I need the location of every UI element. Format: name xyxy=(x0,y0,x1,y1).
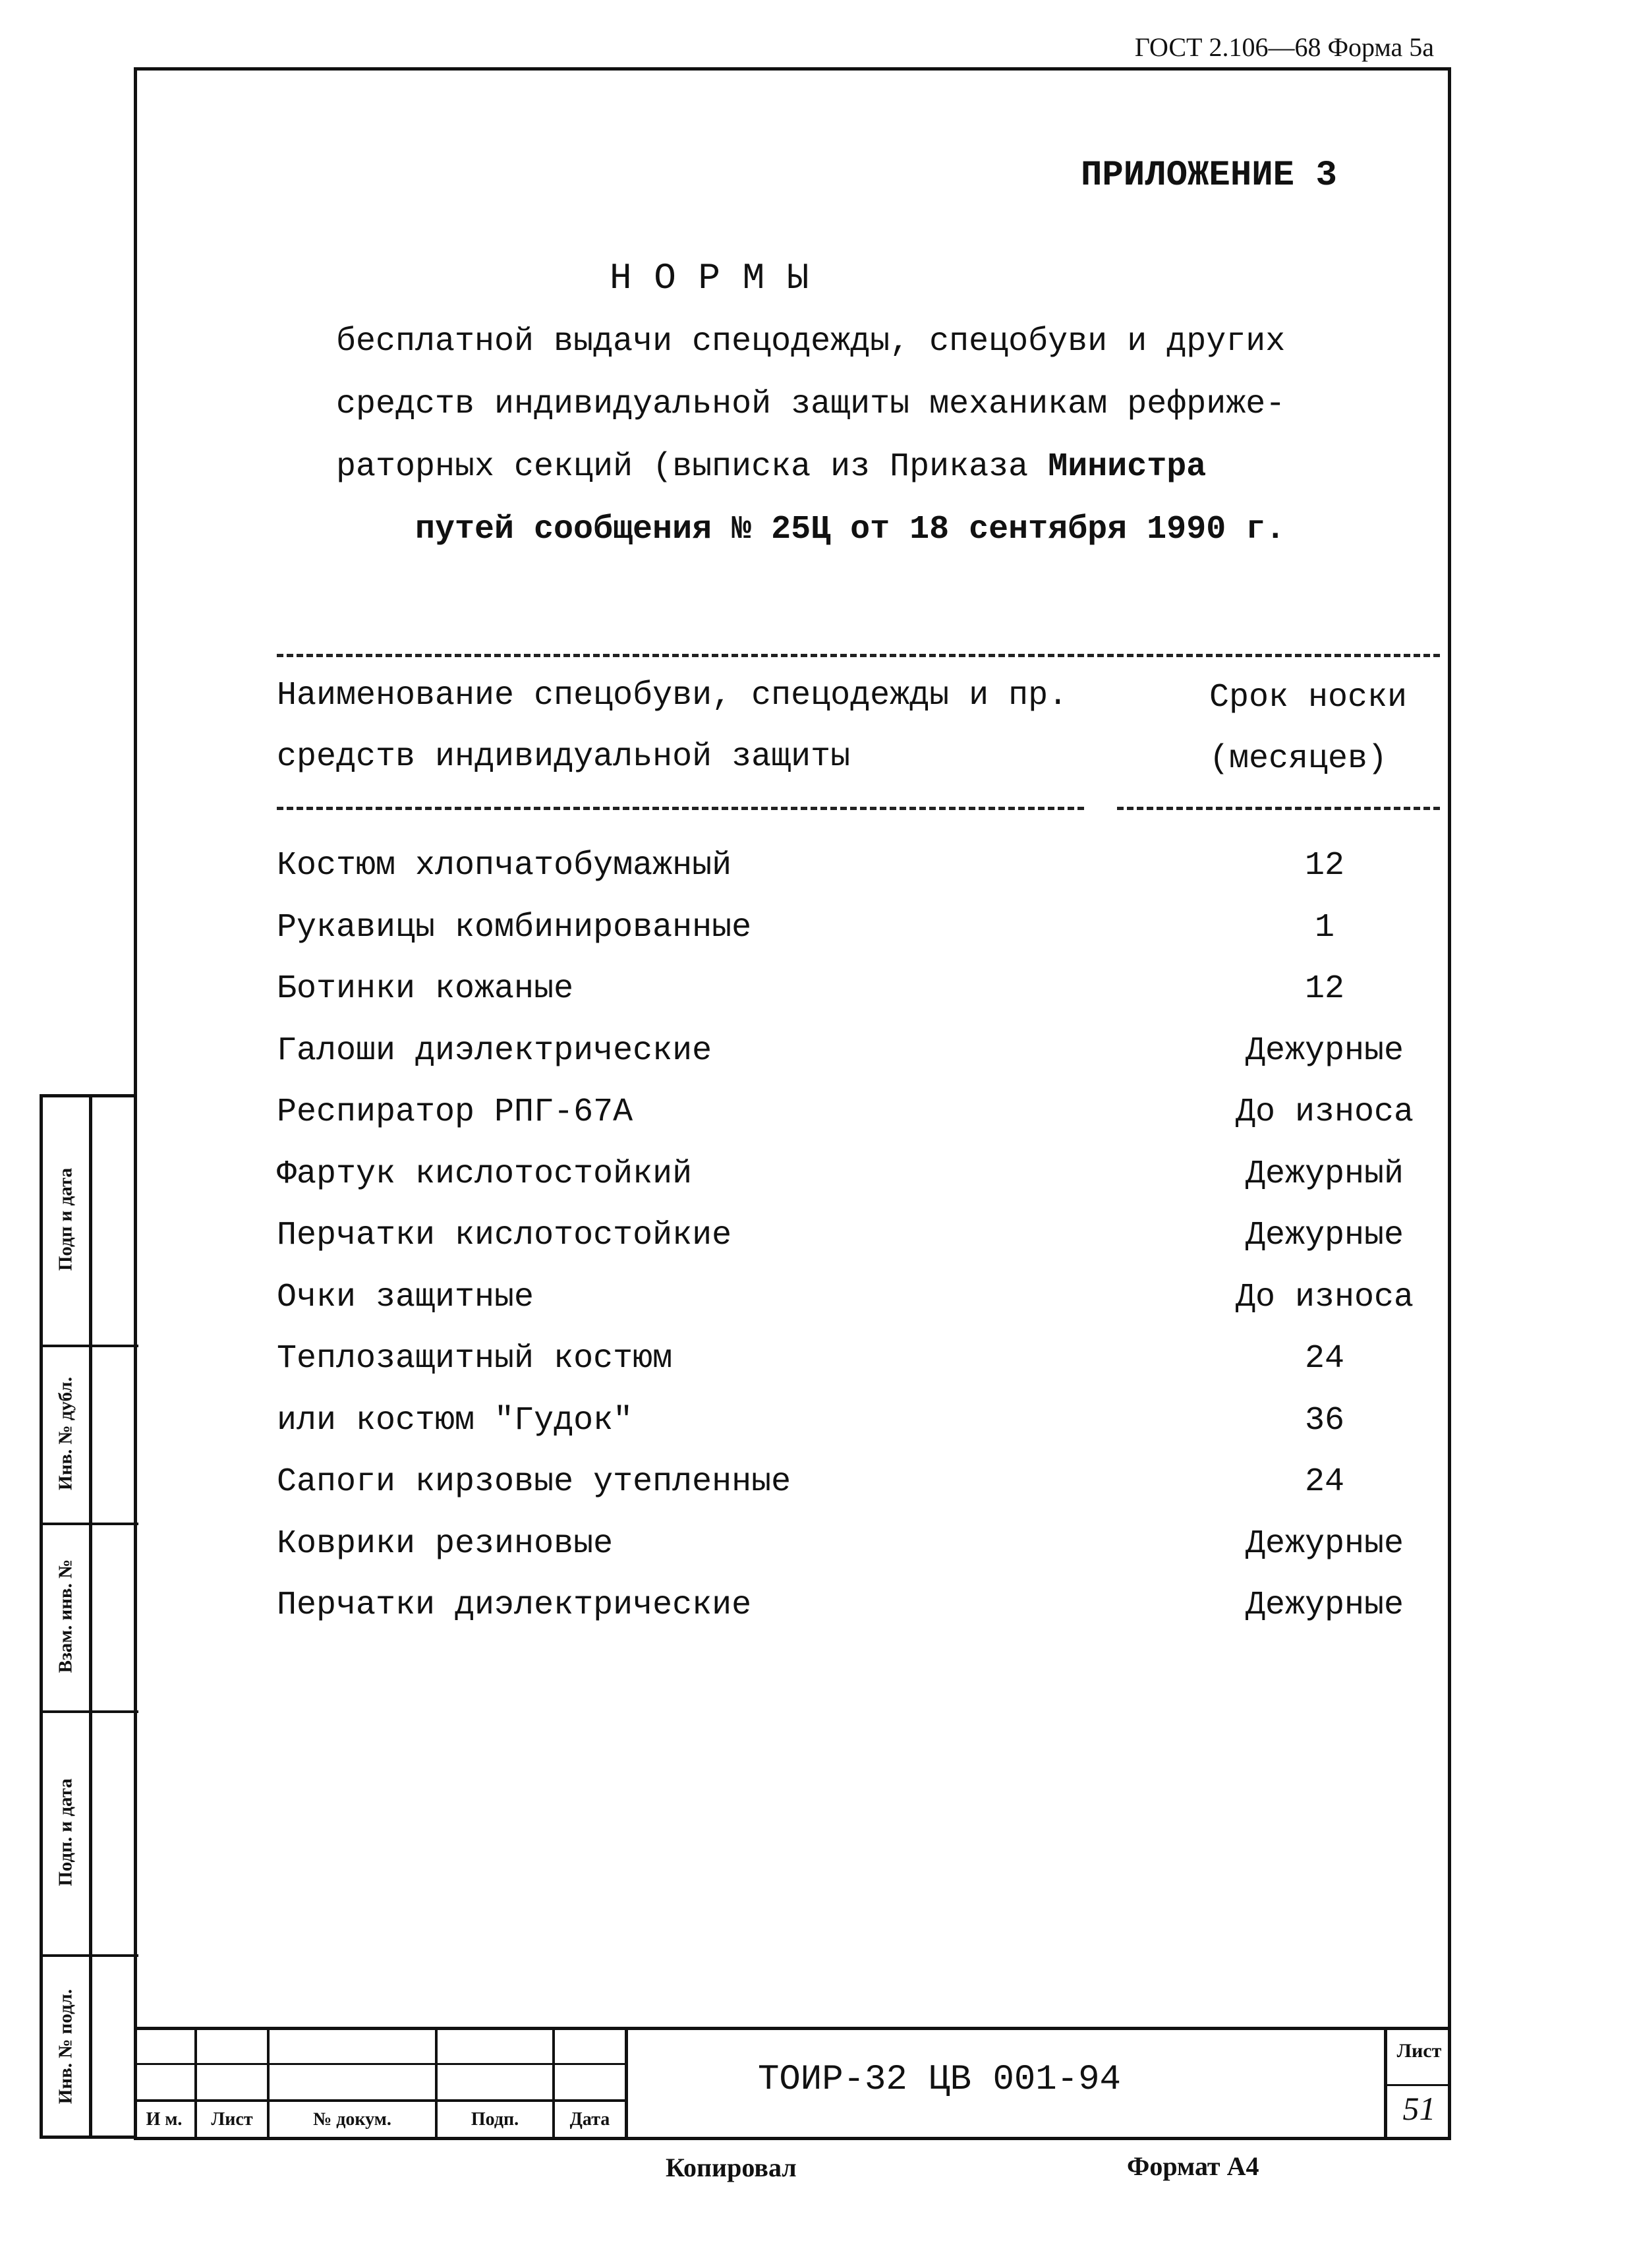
appendix-label: ПРИЛОЖЕНИЕ 3 xyxy=(1081,156,1337,196)
table-row-name: Очки защитные xyxy=(277,1279,534,1316)
document-title: Н О Р М Ы xyxy=(610,257,809,299)
title-block-row-rule xyxy=(134,2063,625,2065)
table-row-name: Теплозащитный костюм xyxy=(277,1340,673,1378)
table-row-term: 1 xyxy=(1314,909,1334,946)
table-header-rule-left xyxy=(277,807,1084,810)
table-row-term: 12 xyxy=(1304,970,1344,1008)
subtitle-line-1: бесплатной выдачи спецодежды, спецобуви и других xyxy=(336,323,1286,361)
form-stamp: ГОСТ 2.106—68 Форма 5а xyxy=(1134,32,1434,62)
doc-code: ТОИР-32 ЦВ 001-94 xyxy=(758,2060,1121,2100)
title-block-row-rule xyxy=(134,2099,625,2102)
side-strip-rule xyxy=(40,1954,138,1957)
table-row-term: 24 xyxy=(1304,1463,1344,1501)
tb-col-sign: Подп. xyxy=(471,2109,519,2130)
footer-copied: Копировал xyxy=(666,2153,797,2182)
subtitle-line-3 xyxy=(336,448,1206,486)
table-row-term: Дежурные xyxy=(1245,1586,1404,1624)
table-row-term: 12 xyxy=(1304,847,1344,885)
side-strip xyxy=(40,1094,137,2139)
tb-col-sheet: Лист xyxy=(211,2109,253,2130)
table-row-name: Галоши диэлектрические xyxy=(277,1032,712,1070)
sheet-label: Лист xyxy=(1396,2040,1442,2062)
table-row-name: Респиратор РПГ-67А xyxy=(277,1093,633,1131)
header-term-line-2: (месяцев) xyxy=(1209,740,1388,778)
footer-format: Формат А4 xyxy=(1127,2151,1259,2181)
table-row-name: Перчатки диэлектрические xyxy=(277,1586,752,1624)
subtitle-bold-word: Министра xyxy=(1048,448,1207,486)
table-row-name: Костюм хлопчатобумажный xyxy=(277,847,732,885)
subtitle-line-3-text: раторных секций (выписка из Приказа xyxy=(336,448,1029,486)
header-name-line-1: Наименование спецобуви, спецодежды и пр. xyxy=(277,677,1068,714)
title-block-col-rule xyxy=(625,2027,628,2139)
table-row-name: Ботинки кожаные xyxy=(277,970,574,1008)
header-name-line-2: средств индивидуальной защиты xyxy=(277,738,851,776)
table-header-rule-right xyxy=(1117,807,1440,810)
table-row-term: Дежурный xyxy=(1245,1155,1404,1193)
subtitle-line-2: средств индивидуальной защиты механикам рефриже- xyxy=(336,386,1286,423)
subtitle-line-4: путей сообщения № 25Ц от 18 сентября 1990 г. xyxy=(415,511,1286,548)
tb-col-date: Дата xyxy=(569,2109,610,2130)
side-strip-rule xyxy=(40,1523,138,1525)
table-row-term: До износа xyxy=(1235,1279,1414,1316)
table-row-name: Сапоги кирзовые утепленные xyxy=(277,1463,791,1501)
table-row-name: Рукавицы комбинированные xyxy=(277,909,752,946)
side-strip-rule xyxy=(40,1710,138,1713)
side-strip-divider xyxy=(89,1094,92,2139)
table-row-name: Перчатки кислотостойкие xyxy=(277,1217,732,1254)
tb-col-change: И м. xyxy=(146,2109,183,2130)
table-row-term: До износа xyxy=(1235,1093,1414,1131)
tb-col-doc-no: № докум. xyxy=(313,2109,391,2130)
title-block-sheet-rule xyxy=(1384,2084,1451,2086)
table-row-term: 36 xyxy=(1304,1402,1344,1439)
table-row-name: Фартук кислотостойкий xyxy=(277,1155,693,1193)
side-strip-rule xyxy=(40,1345,138,1347)
table-row-name: или костюм "Гудок" xyxy=(277,1402,633,1439)
sheet-number: 51 xyxy=(1402,2090,1436,2127)
table-row-term: Дежурные xyxy=(1245,1217,1404,1254)
header-term-line-1: Срок носки xyxy=(1209,679,1408,716)
title-block-top-rule xyxy=(134,2027,1451,2030)
table-row-term: 24 xyxy=(1304,1340,1344,1378)
table-row-term: Дежурные xyxy=(1245,1032,1404,1070)
table-row-name: Коврики резиновые xyxy=(277,1525,614,1563)
table-top-rule xyxy=(277,654,1440,657)
table-row-term: Дежурные xyxy=(1245,1525,1404,1563)
